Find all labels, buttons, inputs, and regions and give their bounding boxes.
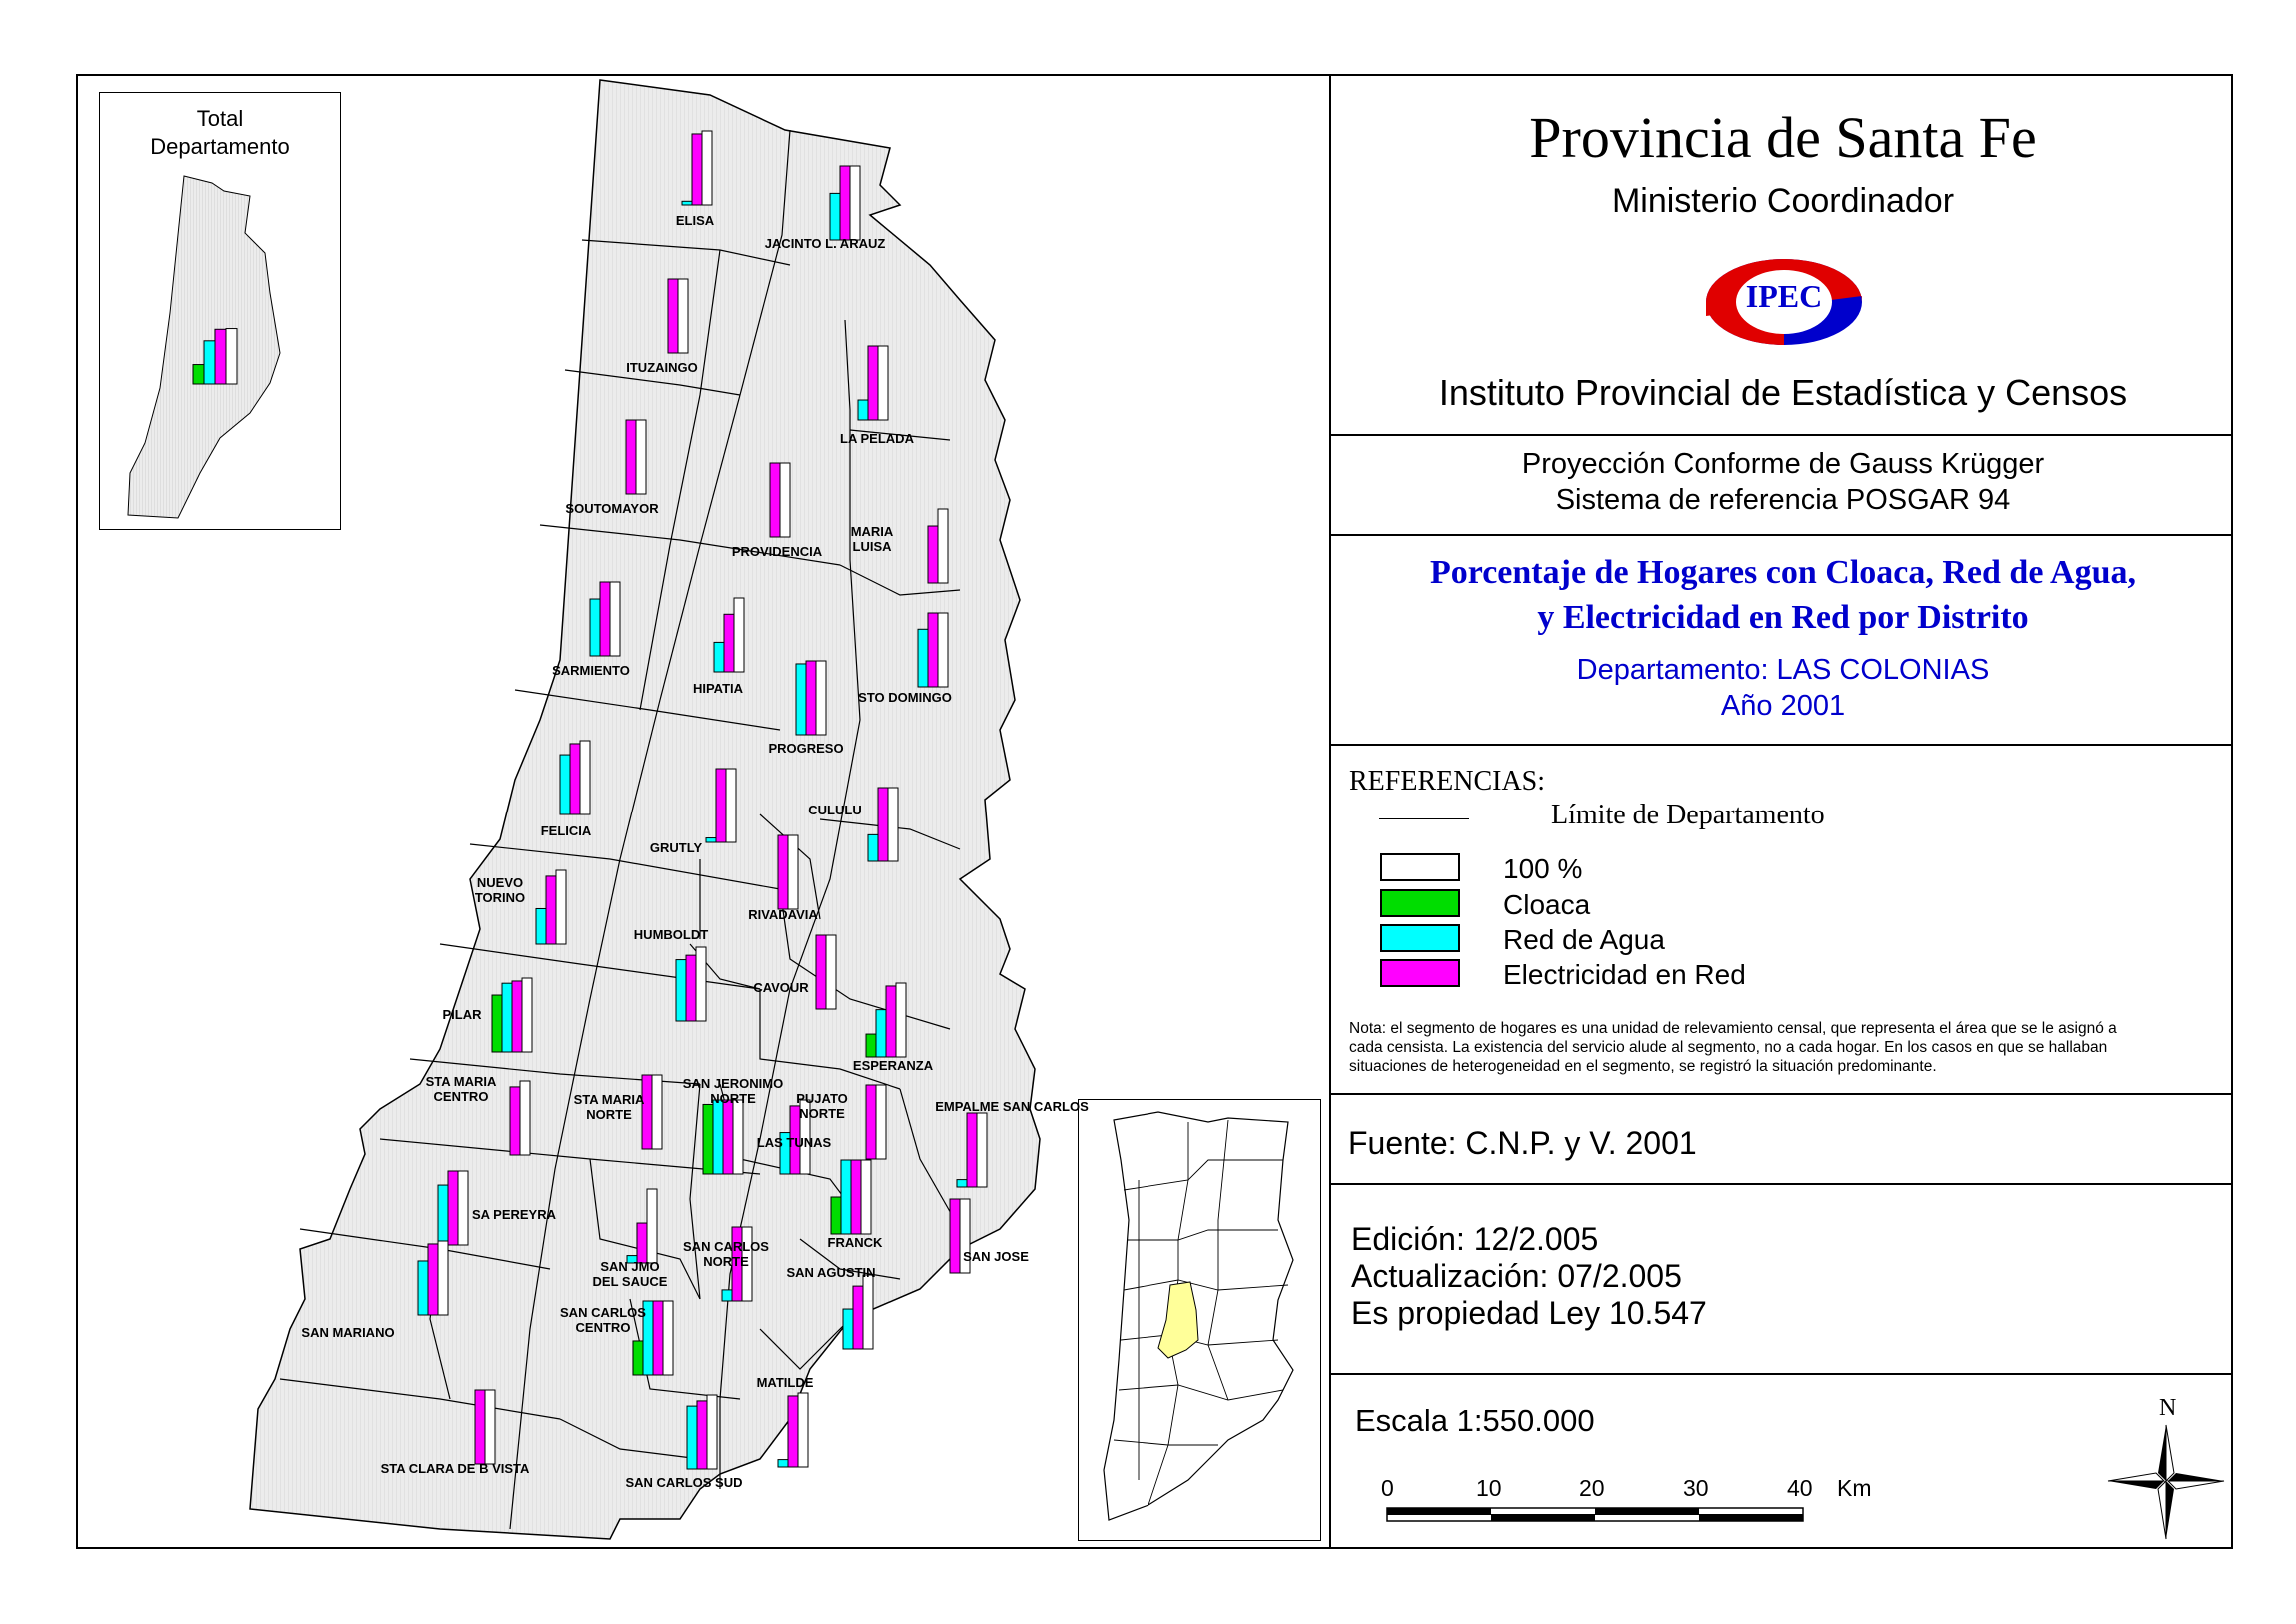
divider: [1331, 534, 2233, 536]
district-bar-group: [866, 1085, 886, 1159]
bar-agua: [868, 834, 878, 861]
scale-tick-30: 30: [1683, 1475, 1709, 1501]
bar-electricidad: [816, 935, 826, 1009]
bar-electricidad: [806, 661, 816, 735]
district-label: LAS TUNAS: [756, 1135, 832, 1150]
bar-total: [896, 983, 906, 1057]
bar-electricidad: [950, 1199, 960, 1273]
bar-electricidad: [626, 420, 636, 494]
district-label: SAN CARLOS NORTE: [683, 1239, 769, 1269]
bar-total: [580, 741, 590, 814]
bar-total: [861, 1160, 871, 1234]
bar-total: [707, 1395, 717, 1469]
bar-agua: [682, 201, 692, 205]
bar-agua: [957, 1180, 967, 1187]
bar-agua: [714, 642, 724, 672]
district-label: HIPATIA: [692, 681, 744, 696]
bar-electricidad: [723, 1100, 733, 1174]
bar-electricidad: [788, 1396, 798, 1467]
projection-line2: Sistema de referencia POSGAR 94: [1555, 484, 2011, 516]
bar-agua: [687, 1406, 697, 1469]
district-label: FRANCK: [827, 1235, 883, 1250]
year-label: Año 2001: [1720, 690, 1846, 722]
bar-electricidad: [851, 1160, 861, 1234]
bar-total: [977, 1113, 987, 1187]
district-bar-group: [816, 935, 836, 1009]
bar-agua: [438, 1185, 448, 1245]
district-label: HUMBOLDT: [633, 927, 709, 942]
bar-cloaca: [633, 1341, 643, 1375]
bar-electricidad: [475, 1390, 485, 1464]
bar-electricidad: [512, 981, 522, 1052]
province-title: Provincia de Santa Fe: [1529, 105, 2037, 170]
bar-agua: [536, 908, 546, 944]
divider: [1331, 1373, 2233, 1375]
divider: [1331, 434, 2233, 436]
bar-electricidad: [637, 1223, 647, 1263]
bar-total: [826, 935, 836, 1009]
bar-electricidad: [686, 955, 696, 1021]
district-label: STA MARIA CENTRO: [425, 1074, 497, 1104]
bar-total: [458, 1171, 468, 1245]
district-label: SARMIENTO: [552, 663, 630, 678]
divider: [1331, 1183, 2233, 1185]
inset-province-location: [1078, 1099, 1321, 1541]
inset-bar-agua: [204, 341, 215, 384]
bar-total: [726, 769, 736, 842]
scale-tick-20: 20: [1579, 1475, 1605, 1501]
district-label: SA PEREYRA: [471, 1207, 557, 1222]
district-label: STA CLARA DE B VISTA: [380, 1461, 530, 1476]
bar-total: [734, 598, 744, 672]
info-panel: [1329, 74, 2233, 1549]
bar-total: [788, 835, 798, 909]
district-label: STA MARIA NORTE: [573, 1092, 645, 1122]
bar-total: [780, 463, 790, 537]
district-bar-group: [703, 1100, 743, 1174]
bar-cloaca: [831, 1197, 841, 1234]
district-label: STO DOMINGO: [858, 690, 952, 705]
district-label: ESPERANZA: [852, 1058, 934, 1073]
bar-cloaca: [492, 995, 502, 1052]
ipec-logo-text: IPEC: [1745, 278, 1823, 314]
bar-electricidad: [716, 769, 726, 842]
map-title-line1: Porcentaje de Hogares con Cloaca, Red de Agua,: [1429, 554, 2137, 591]
bar-total: [636, 420, 646, 494]
district-label: SAN CARLOS SUD: [625, 1475, 743, 1490]
legend-title: REFERENCIAS:: [1349, 766, 1546, 797]
district-label: NUEVO TORINO: [474, 875, 526, 905]
district-label: SAN JERONIMO NORTE: [682, 1076, 784, 1106]
district-label: SAN MARIANO: [301, 1325, 395, 1340]
bar-electricidad: [510, 1087, 520, 1155]
district-label: CAVOUR: [753, 980, 809, 995]
bar-electricidad: [428, 1244, 438, 1315]
district-label: FELICIA: [540, 823, 592, 838]
bar-total: [652, 1075, 662, 1149]
bar-total: [610, 582, 620, 656]
district-bar-group: [626, 420, 646, 494]
legend-swatch-electricidad: [1380, 959, 1460, 987]
bar-total: [878, 346, 888, 420]
projection-line1: Proyección Conforme de Gauss Krügger: [1521, 448, 2045, 480]
legend-label-agua: Red de Agua: [1503, 924, 1665, 955]
bar-total: [696, 947, 706, 1021]
bar-total: [938, 613, 948, 687]
boundary-label: Límite de Departamento: [1551, 800, 1825, 830]
district-bar-group: [778, 835, 798, 909]
bar-electricidad: [866, 1085, 876, 1159]
bar-total: [850, 166, 860, 240]
north-label: N: [2159, 1395, 2177, 1421]
legend-swatch-agua: [1380, 924, 1460, 952]
district-label: CULULU: [808, 803, 862, 817]
scale-tick-10: 10: [1476, 1475, 1502, 1501]
district-label: LA PELADA: [840, 431, 914, 446]
bar-total: [876, 1085, 886, 1159]
inset-total-title: Total Departamento: [150, 106, 290, 159]
ministry-subtitle: Ministerio Coordinador: [1611, 182, 1955, 220]
district-label: ITUZAINGO: [626, 360, 698, 375]
district-label: RIVADAVIA: [748, 907, 818, 922]
bar-electricidad: [570, 744, 580, 814]
edition-info: Edición: 12/2.005 Actualización: 07/2.005 Es propiedad Ley 10.547: [1351, 1221, 1707, 1331]
bar-total: [863, 1275, 873, 1349]
district-bar-group: [796, 661, 826, 735]
bar-total: [485, 1390, 495, 1464]
north-arrow-icon: [2106, 1423, 2226, 1541]
department-boundary-swatch: [1379, 818, 1469, 819]
bar-total: [733, 1100, 743, 1174]
district-bar-group: [770, 463, 790, 537]
bar-agua: [706, 838, 716, 842]
bar-agua: [418, 1261, 428, 1315]
legend-label-total: 100 %: [1503, 853, 1583, 884]
bar-agua: [778, 1460, 788, 1467]
bar-total: [816, 661, 826, 735]
inset-bar-electricidad: [215, 329, 226, 384]
district-bar-group: [642, 1075, 662, 1149]
district-label: PROGRESO: [768, 741, 844, 756]
bar-total: [556, 870, 566, 944]
bar-electricidad: [448, 1171, 458, 1245]
scale-bar: [1386, 1507, 1806, 1523]
legend-label-cloaca: Cloaca: [1503, 889, 1591, 920]
bar-total: [647, 1189, 657, 1263]
bar-electricidad: [546, 876, 556, 944]
bar-electricidad: [692, 134, 702, 205]
district-label: SAN AGUSTIN: [786, 1265, 876, 1280]
source-label: Fuente: C.N.P. y V. 2001: [1348, 1125, 1697, 1161]
province-outline-map: [1079, 1100, 1322, 1542]
bar-electricidad: [668, 279, 678, 353]
bar-total: [678, 279, 688, 353]
district-label: SAN CARLOS CENTRO: [560, 1305, 646, 1335]
bar-agua: [858, 400, 868, 420]
bar-electricidad: [928, 526, 938, 583]
district-label: JACINTO L. ARAUZ: [764, 236, 886, 251]
bar-electricidad: [928, 613, 938, 687]
bar-agua: [560, 755, 570, 814]
bar-total: [663, 1301, 673, 1375]
bar-agua: [876, 1010, 886, 1057]
bar-total: [438, 1241, 448, 1315]
bar-electricidad: [697, 1401, 707, 1469]
district-label: MATILDE: [756, 1375, 814, 1390]
bar-total: [520, 1081, 530, 1155]
bar-electricidad: [853, 1286, 863, 1349]
bar-agua: [796, 664, 806, 735]
bar-total: [888, 788, 898, 861]
district-label: PUJATO NORTE: [796, 1091, 848, 1121]
scale-label: Escala 1:550.000: [1355, 1403, 1595, 1438]
legend-note: Nota: el segmento de hogares es una unidad de relevamiento censal, que representa el área que se le asignó a cada censista. La existencia del servicio alude al segmento, no a cada hogar. En los casos en que se hallaban situaciones de heterogeneidad en el segmento, se registró la situación predominante.: [1349, 1020, 2117, 1075]
bar-electricidad: [653, 1301, 663, 1375]
department-label: Departamento: LAS COLONIAS: [1576, 654, 1990, 686]
district-label: MARIA LUISA: [850, 524, 894, 554]
bar-electricidad: [770, 463, 780, 537]
district-bar-group: [687, 1395, 717, 1469]
institute-name: Instituto Provincial de Estadística y Censos: [1438, 372, 2128, 413]
legend-swatch-total: [1380, 853, 1460, 881]
bar-electricidad: [967, 1113, 977, 1187]
bar-agua: [841, 1160, 851, 1234]
bar-agua: [843, 1309, 853, 1349]
bar-agua: [713, 1100, 723, 1174]
bar-electricidad: [840, 166, 850, 240]
bar-electricidad: [778, 835, 788, 909]
map-title-line2: y Electricidad en Red por Distrito: [1537, 599, 2029, 636]
bar-agua: [502, 983, 512, 1052]
inset-bar-cloaca: [193, 365, 204, 384]
district-label: PILAR: [442, 1007, 482, 1022]
scale-tick-40: 40: [1787, 1475, 1813, 1501]
bar-total: [938, 509, 948, 583]
district-label: SOUTOMAYOR: [565, 501, 659, 516]
bar-total: [702, 131, 712, 205]
divider: [1331, 1093, 2233, 1095]
bar-agua: [722, 1290, 732, 1301]
scale-tick-0: 0: [1381, 1475, 1394, 1501]
province-outline: [1104, 1112, 1293, 1520]
bar-total: [522, 978, 532, 1052]
district-bar-group: [668, 279, 688, 353]
bar-electricidad: [724, 614, 734, 672]
district-label: SAN JMO DEL SAUCE: [592, 1259, 668, 1289]
bar-electricidad: [600, 582, 610, 656]
inset-total-chart: [100, 93, 342, 531]
bar-agua: [918, 629, 928, 687]
bar-electricidad: [642, 1075, 652, 1149]
bar-total: [798, 1393, 808, 1467]
district-label: EMPALME SAN CARLOS: [935, 1099, 1089, 1114]
legend-label-electricidad: Electricidad en Red: [1503, 959, 1746, 990]
scale-unit: Km: [1837, 1475, 1872, 1501]
bar-cloaca: [703, 1104, 713, 1174]
inset-total: [99, 92, 341, 530]
bar-electricidad: [868, 346, 878, 420]
district-bar-group: [510, 1081, 530, 1155]
bar-electricidad: [886, 986, 896, 1057]
bar-agua: [676, 960, 686, 1021]
district-label: ELISA: [675, 213, 715, 228]
bar-agua: [590, 599, 600, 656]
inset-bar-total: [226, 329, 237, 384]
district-label: SAN JOSE: [963, 1249, 1029, 1264]
bar-electricidad: [878, 788, 888, 861]
bar-agua: [830, 193, 840, 240]
district-bar-group: [475, 1390, 495, 1464]
district-label: PROVIDENCIA: [731, 544, 823, 559]
bar-cloaca: [866, 1034, 876, 1057]
district-label: GRUTLY: [649, 840, 703, 855]
divider: [1331, 744, 2233, 746]
legend-swatch-cloaca: [1380, 889, 1460, 917]
